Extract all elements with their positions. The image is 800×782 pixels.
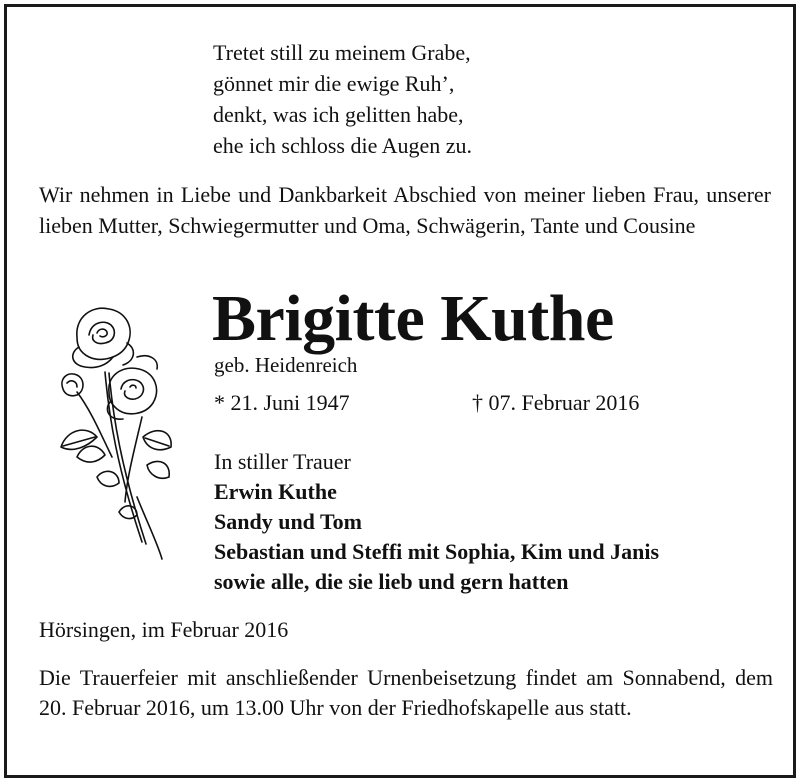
death-date: † 07. Februar 2016 xyxy=(472,390,640,415)
deceased-name: Brigitte Kuthe xyxy=(212,282,614,355)
birth-date: * 21. Juni 1947 xyxy=(214,390,350,415)
poem-line: denkt, was ich gelitten habe, xyxy=(213,102,464,127)
mourner-name: Erwin Kuthe xyxy=(214,479,337,504)
mourners-heading: In stiller Trauer xyxy=(214,449,351,474)
mourner-name: Sandy und Tom xyxy=(214,509,362,534)
mourners-block xyxy=(214,447,659,597)
poem-line: Tretet still zu meinem Grabe, xyxy=(213,40,471,65)
maiden-name: geb. Heidenreich xyxy=(214,353,358,377)
poem-line: ehe ich schloss die Augen zu. xyxy=(213,133,473,158)
intro-text: Wir nehmen in Liebe und Dankbarkeit Abschied von meiner lieben Frau, unserer lieben Mutter, Schwiegermutter und Oma, Schwägerin, Tante und Cousine xyxy=(39,182,771,238)
place-date: Hörsingen, im Februar 2016 xyxy=(39,617,289,642)
obituary-frame xyxy=(4,4,796,778)
rose-icon xyxy=(47,297,182,567)
mourner-name: Sebastian und Steffi mit Sophia, Kim und Janis xyxy=(214,539,660,564)
funeral-notice: Die Trauerfeier mit anschließender Urnenbeisetzung findet am Sonnabend, dem 20. Februar 2016, um 13.00 Uhr von der Friedhofskapelle aus statt. xyxy=(39,665,773,720)
poem-line: gönnet mir die ewige Ruh’, xyxy=(213,71,455,96)
mourner-name: sowie alle, die sie lieb und gern hatten xyxy=(214,569,569,594)
poem xyxy=(213,37,472,161)
